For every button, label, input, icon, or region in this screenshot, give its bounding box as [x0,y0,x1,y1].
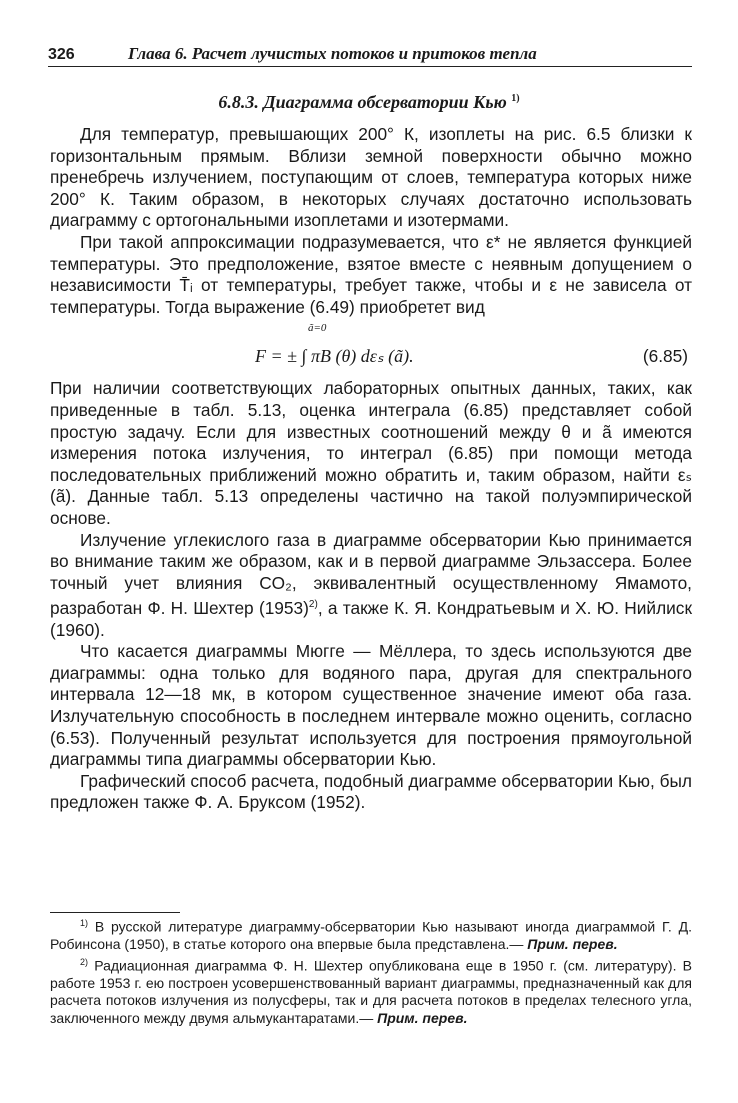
footnote-2 [50,954,692,1028]
paragraph-4-tail: , а также К. Я. Кондратьевым и Х. Ю. Нийлиск (1960). [50,598,693,640]
footnote-2-text: Радиационная диаграмма Ф. Н. Шехтер опубликована еще в 1950 г. (см. литературу). В работе 1953 г. ею построен усовершенствованный вариант диаграммы, предназначенный как для расчета потоков излучения из полусферы, так и для расчета потоков в пределах телесного угла, заключенного между двумя альмукантаратами.— [50,957,692,1026]
paragraph-3: При наличии соответствующих лабораторных опытных данных, таких, как приведенные в табл. 5.13, оценка интеграла (6.85) представляет собой простую задачу. Если для известных соотношений между θ и ã имеются измерения потока излучения, то интеграл (6.85) при помощи метода последовательных приближений можно обратить и, таким образом, найти εₛ (ã). Данные табл. 5.13 определены частично на такой полуэмпирической основе. [50,378,692,528]
footnote-1-note: Прим. перев. [527,936,618,953]
body-text [50,124,692,814]
footnote-1-text: В русской литературе диаграмму-обсерватории Кью называют иногда диаграммой Г. Д. Робинсона (1950), в статье которого она впервые была представлена.— [50,918,692,953]
paragraph-4-text: Излучение углекислого газа в диаграмме обсерватории Кью принимается во внимание таким же образом, как и в первой диаграмме Эльзассера. Более точный учет влияния CO₂, эквивалентный осуществленному Ямамото, разработан Ф. Н. Шехтер (1953) [50,529,692,619]
footnote-1 [50,915,692,954]
paragraph-4 [50,530,692,642]
paragraph-6: Графический способ расчета, подобный диаграмме обсерватории Кью, был предложен также Ф. А. Бруксом (1952). [50,770,692,813]
formula-number: (6.85) [642,346,688,367]
footnote-rule [50,912,180,913]
page-header [48,44,690,64]
header-rule [48,66,692,67]
formula-upper-limit: ã=0 [308,322,327,335]
footnote-2-note: Прим. перев. [377,1009,468,1026]
formula-expression: F = ± ∫ πB (θ) dεₛ (ã). [255,346,414,367]
section-title [0,92,738,113]
footnote-2-mark: 2) [80,956,89,967]
paragraph-2: При такой аппроксимации подразумевается, что ε* не является функцией температуры. Это предположение, взятое вместе с неявным допущением о независимости T̄ᵢ от температуры, требует также, чтобы и ε не зависела от температуры. Тогда выражение (6.49) приобретет вид [50,231,692,317]
page-number: 326 [48,46,75,63]
paragraph-5: Что касается диаграммы Мюгге — Мёллера, то здесь используются две диаграммы: одна только для водяного пара, другая для спектрального интервала 12—18 мк, в котором существенное значение имеют оба газа. Излучательную способность в последнем интервале можно оценить, согласно (6.53). Полученный результат используется для построения прямоугольной диаграммы типа диаграммы обсерватории Кью. [50,641,692,770]
section-title-text: 6.8.3. Диаграмма обсерватории Кью [218,92,507,112]
formula-6-85 [50,318,692,378]
footnote-ref-2: 2) [308,599,318,611]
footnotes [50,915,692,1027]
paragraph-1: Для температур, превышающих 200° К, изоплеты на рис. 6.5 близки к горизонтальным прямым. Вблизи земной поверхности обычно можно пренебречь излучением, поступающим от слоев, температура которых ниже 200° К. Таким образом, в некоторых случаях достаточно использовать диаграмму с ортогональными изоплетами и изотермами. [50,124,692,231]
footnote-1-mark: 1) [80,918,89,928]
section-footnote-mark: 1) [511,93,520,104]
running-head: Глава 6. Расчет лучистых потоков и притоков тепла [128,44,537,63]
